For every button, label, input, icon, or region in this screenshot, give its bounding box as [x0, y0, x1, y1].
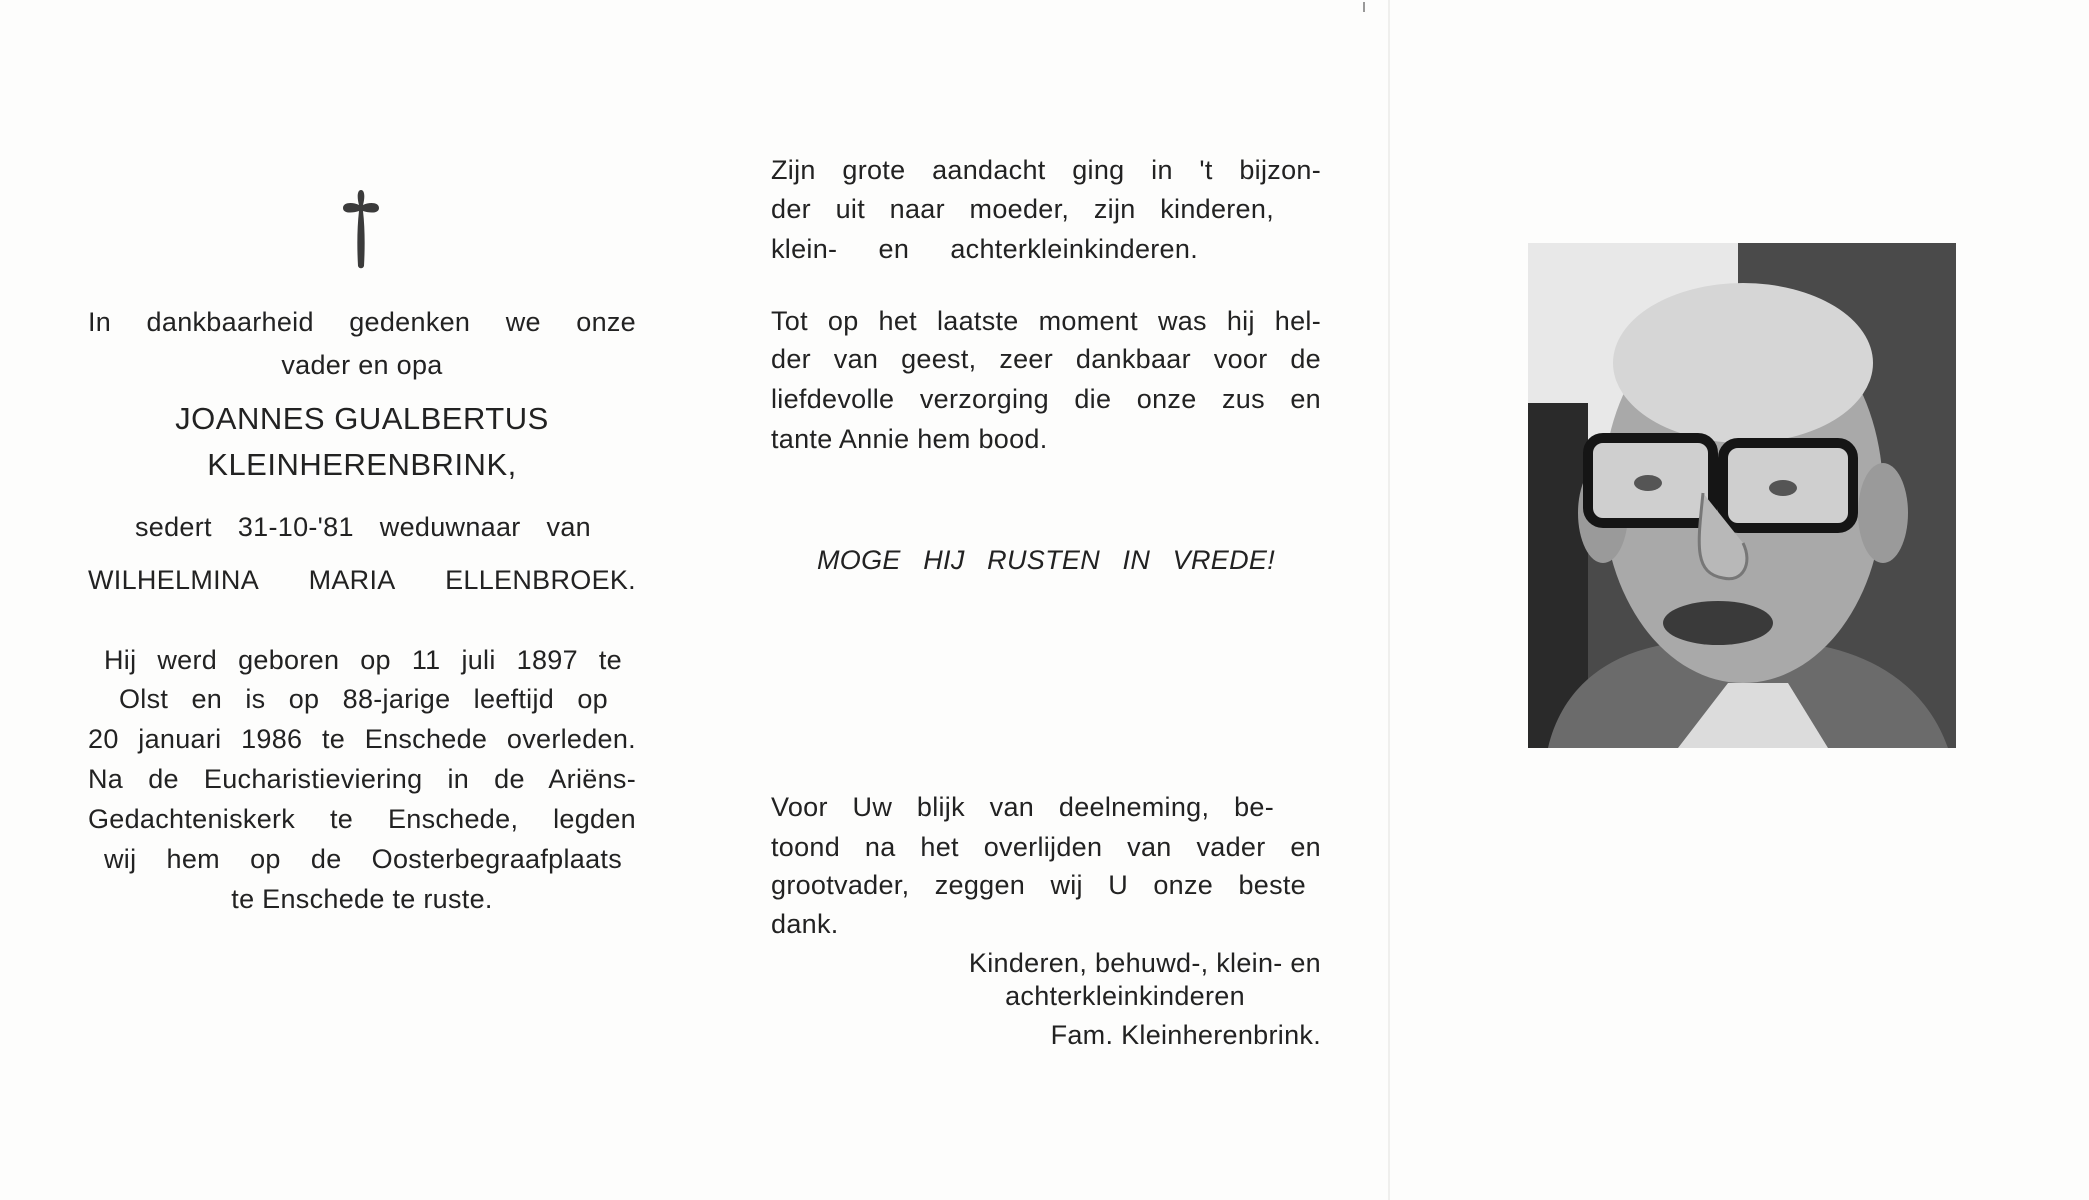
- text-line: liefdevolle verzorging die onze zus en: [771, 384, 1321, 414]
- bio-line: Gedachteniskerk te Enschede, legden: [88, 804, 636, 834]
- thanks-line: toond na het overlijden van vader en: [771, 832, 1321, 862]
- text-line: Tot op het laatste moment was hij hel-: [771, 306, 1321, 336]
- portrait-photo: [1528, 243, 1956, 748]
- thanks-line: grootvader, zeggen wij U onze beste: [771, 870, 1306, 900]
- deceased-first-names: JOANNES GUALBERTUS: [175, 401, 549, 436]
- bio-line: te Enschede te ruste.: [231, 884, 493, 914]
- thanks-line: dank.: [771, 909, 839, 939]
- bio-line: Hij werd geboren op 11 juli 1897 te: [104, 645, 622, 675]
- bio-line: wij hem op de Oosterbegraafplaats: [104, 844, 622, 874]
- cross-icon: [341, 188, 381, 270]
- bio-line: Olst en is op 88-jarige leeftijd op: [119, 684, 608, 714]
- bio-line: 20 januari 1986 te Enschede overleden.: [88, 724, 636, 754]
- intro-line: In dankbaarheid gedenken we onze: [88, 307, 636, 337]
- signature-family: Fam. Kleinherenbrink.: [1050, 1020, 1321, 1050]
- spouse-name: WILHELMINA MARIA ELLENBROEK.: [88, 565, 636, 595]
- deceased-surname: KLEINHERENBRINK,: [207, 447, 517, 482]
- text-line: klein- en achterkleinkinderen.: [771, 234, 1198, 264]
- text-line: Zijn grote aandacht ging in 't bijzon-: [771, 155, 1321, 185]
- thanks-line: Voor Uw blijk van deelneming, be-: [771, 792, 1274, 822]
- bio-line: Na de Eucharistieviering in de Ariëns-: [88, 764, 636, 794]
- text-line: der uit naar moeder, zijn kinderen,: [771, 194, 1274, 224]
- text-line: tante Annie hem bood.: [771, 424, 1048, 454]
- signature-line: achterkleinkinderen: [1005, 981, 1245, 1011]
- intro-line: vader en opa: [281, 350, 443, 380]
- prayer-line: MOGE HIJ RUSTEN IN VREDE!: [817, 545, 1275, 575]
- widower-line: sedert 31-10-'81 weduwnaar van: [135, 512, 591, 542]
- signature-line: Kinderen, behuwd-, klein- en: [968, 948, 1321, 978]
- text-line: der van geest, zeer dankbaar voor de: [771, 344, 1321, 374]
- card-fold-line: [1388, 0, 1390, 1200]
- scan-mark: [1363, 2, 1365, 12]
